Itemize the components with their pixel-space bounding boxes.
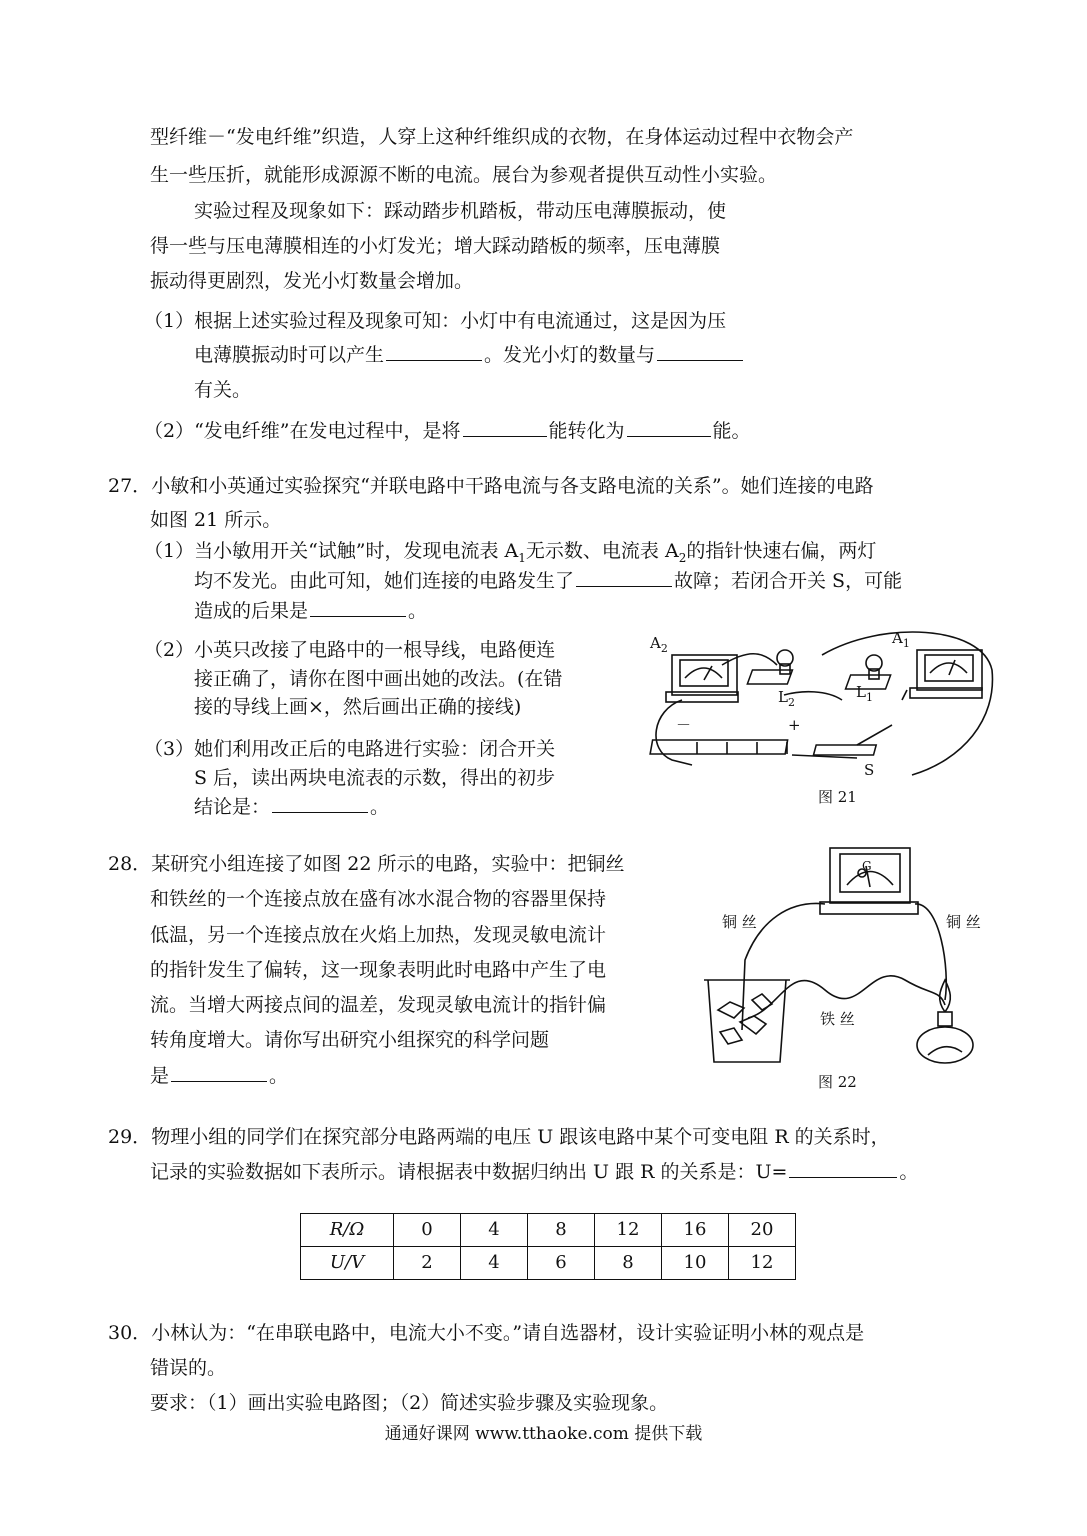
question-number: 30． [108,1322,152,1344]
q27-part2-line1: （2）小英只改接了电路中的一根导线，电路便连 [144,639,556,661]
table-row-head: U/V [301,1247,394,1280]
q27-part1-line3 [194,602,427,621]
answer-blank[interactable] [272,798,368,813]
q26-text: 能转化为 [548,420,625,442]
label-l2 [778,690,795,708]
q27-text: 均不发光。由此可知，她们连接的电路发生了 [194,570,575,592]
answer-blank[interactable] [463,422,547,437]
page-footer: 通通好课网 www.tthaoke.com 提供下载 [384,1424,703,1444]
table-cell: 4 [461,1214,528,1247]
q26-text: 能。 [712,420,751,442]
label-text: A [892,629,903,647]
q26-part2 [144,422,751,441]
q27-text: 小敏和小英通过实验探究“并联电路中干路电流与各支路电流的关系”。她们连接的电路 [151,475,874,497]
q26-text: 电薄膜振动时可以产生 [194,344,385,366]
label-plus: + [788,716,801,734]
label-copper-right: 铜 丝 [946,913,981,931]
label-minus: － [676,716,692,734]
q29-text: 记录的实验数据如下表所示。请根据表中数据归纳出 U 跟 R 的关系是：U= [150,1161,788,1183]
q27-text: （1）当小敏用开关“试触”时，发现电流表 A [144,540,519,562]
table-cell: 2 [394,1247,461,1280]
q27-part3-line1: （3）她们利用改正后的电路进行实验：闭合开关 [144,738,556,760]
subscript: 1 [518,550,526,565]
q27-part1-line1 [144,542,876,564]
table-row [301,1247,796,1280]
table-cell: 6 [528,1247,595,1280]
intro-line-5: 振动得更剧烈，发光小灯数量会增加。 [150,270,474,292]
table-cell: 12 [729,1247,796,1280]
figure-21-circuit[interactable] [652,630,992,790]
q27-text: 无示数、电流表 A [525,540,679,562]
question-number: 27． [108,475,152,497]
label-text: A [650,634,661,652]
label-text: L [856,683,866,701]
label-a1 [892,631,910,649]
answer-blank[interactable] [171,1067,267,1082]
q29-text: 。 [899,1161,919,1183]
label-text: L [778,688,788,706]
q27-part3-line2: S 后，读出两块电流表的示数，得出的初步 [194,767,556,789]
q26-part1-line1: （1）根据上述实验过程及现象可知：小灯中有电流通过，这是因为压 [144,310,727,332]
q26-text: （2）“发电纤维”在发电过程中，是将 [144,420,461,442]
subscript: 1 [902,637,910,650]
table-row-head: R/Ω [301,1214,394,1247]
intro-line-4: 得一些与压电薄膜相连的小灯发光；增大踩动踏板的频率，压电薄膜 [150,235,721,257]
table-cell: 12 [595,1214,662,1247]
q30-text: 小林认为：“在串联电路中，电流大小不变。”请自选器材，设计实验证明小林的观点是 [151,1322,865,1344]
subscript: 1 [865,691,873,704]
subscript: 2 [660,642,668,655]
q27-text: 造成的后果是 [194,600,309,622]
q28-text: 。 [269,1065,289,1087]
table-cell: 8 [528,1214,595,1247]
answer-blank[interactable] [576,572,672,587]
q30-line1 [108,1324,864,1343]
q27-text: 。 [370,796,390,818]
table-cell: 8 [595,1247,662,1280]
q26-part1-line2 [194,346,745,365]
q30-line3: 要求：（1）画出实验电路图；（2）简述实验步骤及实验现象。 [150,1392,669,1414]
answer-blank[interactable] [386,346,482,361]
answer-blank[interactable] [657,346,743,361]
label-copper-left: 铜 丝 [722,913,757,931]
q28-line5: 流。当增大两接点间的温差，发现灵敏电流计的指针偏 [150,994,607,1016]
q28-line7 [150,1067,288,1086]
label-switch: S [864,761,875,779]
figure-22-thermocouple[interactable] [700,840,1000,1080]
q27-part2-line3: 接的导线上画×，然后画出正确的接线) [194,696,522,718]
table-cell: 10 [662,1247,729,1280]
table-row [301,1214,796,1247]
data-table [300,1213,796,1280]
q27-stem-line2: 如图 21 所示。 [150,509,282,531]
q28-line3: 低温，另一个连接点放在火焰上加热，发现灵敏电流计 [150,924,607,946]
q27-text: 结论是： [194,796,271,818]
q28-line4: 的指针发生了偏转，这一现象表明此时电路中产生了电 [150,959,607,981]
subscript: 2 [678,550,687,565]
q28-line1 [108,855,624,874]
table-cell: 16 [662,1214,729,1247]
q26-text: 。发光小灯的数量与 [484,344,656,366]
label-l1 [856,685,873,703]
answer-blank[interactable] [310,602,406,617]
figure-22-caption: 图 22 [818,1073,857,1091]
q27-text: 。 [408,600,428,622]
table-cell: 4 [461,1247,528,1280]
q28-text: 是 [150,1065,170,1087]
intro-line-3: 实验过程及现象如下：踩动踏步机踏板，带动压电薄膜振动，使 [194,200,727,222]
label-a2 [650,636,668,654]
label-iron: 铁 丝 [820,1010,855,1028]
q27-part3-line3 [194,798,389,817]
answer-blank[interactable] [627,422,711,437]
question-number: 29． [108,1126,152,1148]
q27-stem-line1 [108,477,874,496]
q30-line2: 错误的。 [150,1357,227,1379]
figure-21-caption: 图 21 [818,788,857,806]
table-cell: 0 [394,1214,461,1247]
q27-part2-line2: 接正确了，请你在图中画出她的改法。(在错 [194,668,563,690]
q29-line2 [150,1163,918,1182]
intro-line-2: 生一些压折，就能形成源源不断的电流。展台为参观者提供互动性小实验。 [150,164,778,186]
q28-text: 某研究小组连接了如图 22 所示的电路，实验中：把铜丝 [151,853,625,875]
answer-blank[interactable] [789,1163,897,1178]
question-number: 28． [108,853,152,875]
q28-line2: 和铁丝的一个连接点放在盛有冰水混合物的容器里保持 [150,888,607,910]
q27-part1-line2 [194,572,902,591]
table-cell: 20 [729,1214,796,1247]
q27-text: 故障；若闭合开关 S，可能 [674,570,903,592]
q29-line1 [108,1128,890,1147]
galvanometer-icon: G [862,859,872,873]
q28-line6: 转角度增大。请你写出研究小组探究的科学问题 [150,1029,550,1051]
q29-text: 物理小组的同学们在探究部分电路两端的电压 U 跟该电路中某个可变电阻 R 的关系时， [151,1126,890,1148]
q26-part1-line3: 有关。 [194,379,252,401]
intro-line-1: 型纤维－“发电纤维”织造，人穿上这种纤维织成的衣物，在身体运动过程中衣物会产 [150,126,854,148]
q27-text: 的指针快速右偏，两灯 [686,540,877,562]
subscript: 2 [787,696,795,709]
